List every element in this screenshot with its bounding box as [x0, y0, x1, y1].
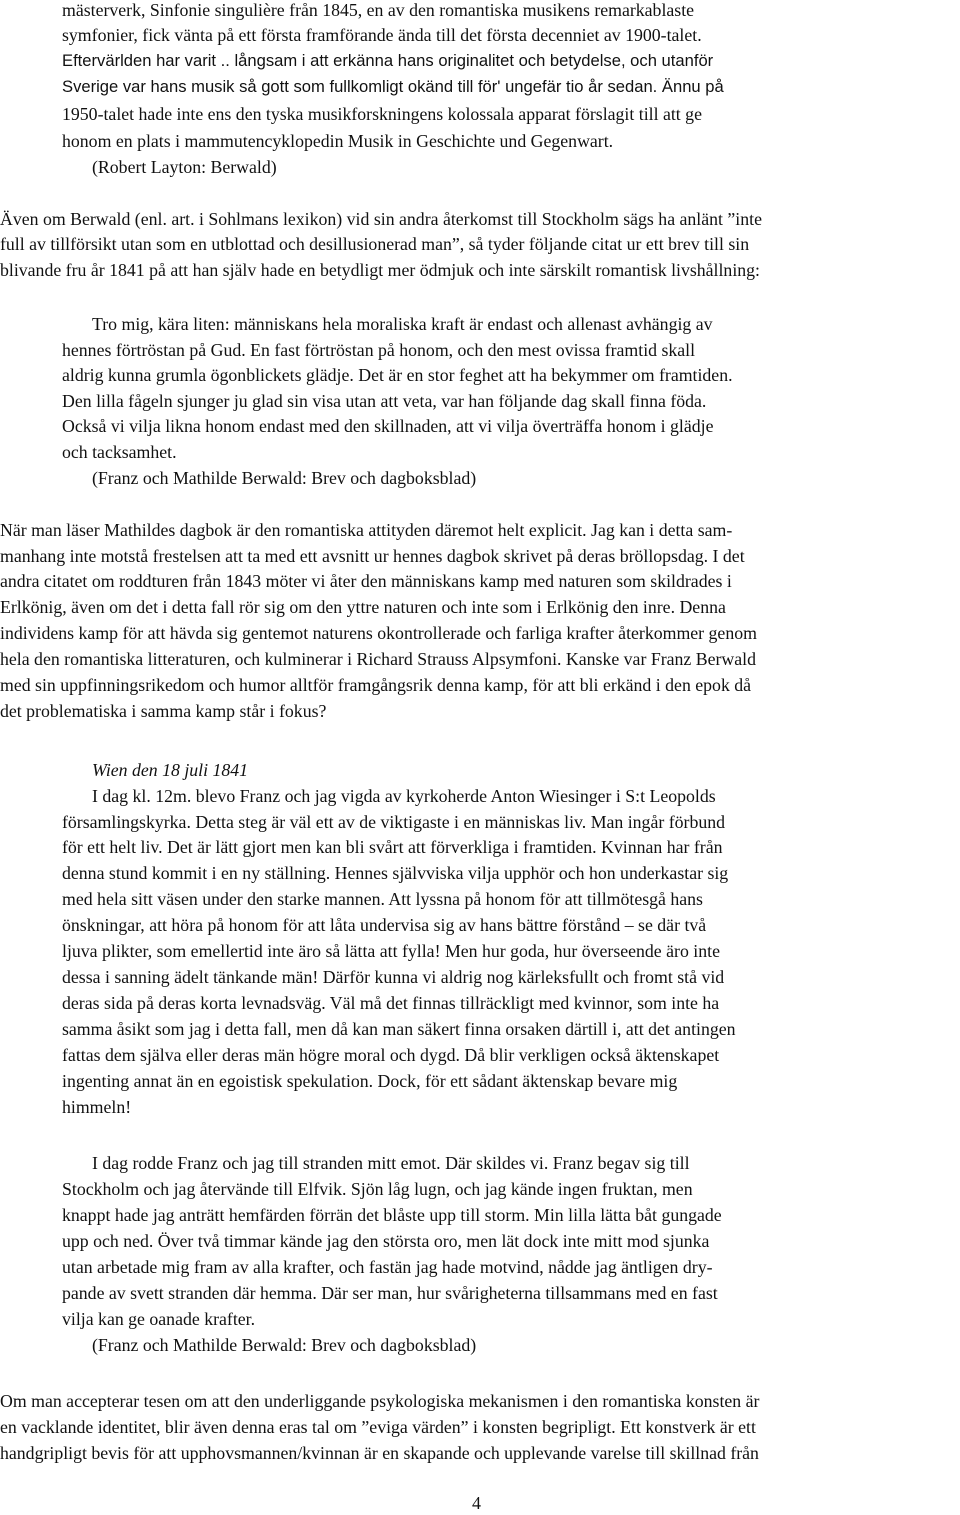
diary-line: deras sida på deras korta levnadsväg. Väl må det finnas tillräckligt med kvinnor, som inte ha — [62, 993, 720, 1013]
paragraph-line: När man läser Mathildes dagbok är den romantiska attityden däremot helt explicit. Jag kan i detta sam- — [0, 520, 733, 540]
paragraph-line: Om man accepterar tesen om att den underliggande psykologiska mekanismen i den romantiska konsten är — [0, 1391, 760, 1411]
quote-line: Tro mig, kära liten: människans hela moraliska kraft är endast och allenast avhängig av — [92, 314, 713, 334]
diary-heading: Wien den 18 juli 1841 — [92, 760, 249, 780]
paragraph-line: andra citatet om roddturen från 1843 möter vi åter den människans kamp med naturen som skildrades i — [0, 571, 732, 591]
diary-line: församlingskyrka. Detta steg är väl ett av de viktigaste i en människas liv. Man ingår förbund — [62, 812, 726, 832]
diary-line: fattas dem själva eller deras män högre moral och dygd. Då blir verkligen också äktenskapet — [62, 1045, 720, 1065]
intro-line: symfonier, fick vänta på ett första framförande ända till det första decenniet av 1900-talet. — [62, 25, 702, 45]
paragraph-line: blivande fru år 1841 på att han själv hade en betydligt mer ödmjuk och inte särskilt romantisk livshållning: — [0, 260, 760, 280]
diary-line: utan arbetade mig fram av alla krafter, och fastän jag hade motvind, nådde jag äntligen dry- — [62, 1257, 713, 1277]
diary-line: för ett helt liv. Det är lätt gjort men kan bli svårt att förverkliga i framtiden. Kvinnan har från — [62, 837, 723, 857]
paragraph-line: det problematiska i samma kamp står i fokus? — [0, 701, 327, 721]
paragraph-line: hela den romantiska litteraturen, och kulminerar i Richard Strauss Alpsymfoni. Kanske var Franz Berwald — [0, 649, 756, 669]
diary-line: knappt hade jag anträtt hemfärden förrän det blåste upp till storm. Min lilla lätta båt gungade — [62, 1205, 722, 1225]
diary-line: Stockholm och jag återvände till Elfvik. Sjön låg lugn, och jag kände ingen fruktan, men — [62, 1179, 693, 1199]
paragraph-line: manhang inte motstå frestelsen att ta med ett avsnitt ur hennes dagbok skrivet på deras bröllopsdag. I det — [0, 546, 745, 566]
intro-line: honom en plats i mammutencyklopedin Musik in Geschichte und Gegenwart. — [62, 131, 614, 151]
paragraph-line: Även om Berwald (enl. art. i Sohlmans lexikon) vid sin andra återkomst till Stockholm sägs ha anlänt ”inte — [0, 209, 762, 229]
quote-line: och tacksamhet. — [62, 442, 177, 462]
paragraph-line: en vacklande identitet, blir även denna eras tal om ”eviga värden” i konsten begripligt. Ett konstverk är ett — [0, 1417, 756, 1437]
diary-line: ingenting annat än en egoistisk spekulation. Dock, för ett sådant äktenskap bevare mig — [62, 1071, 678, 1091]
diary-line: samma åsikt som jag i detta fall, men då kan man säkert finna orsaken därtill i, att det antingen — [62, 1019, 736, 1039]
quote-line: aldrig kunna grumla ögonblickets glädje. Det är en stor feghet att ha bekymmer om framtiden. — [62, 365, 733, 385]
paragraph-line: med sin uppfinningsrikedom och humor alltför framgångsrik denna kamp, för att bli erkänd i den epok då — [0, 675, 752, 695]
diary-line: dessa i sanning ädelt tänkande män! Därför kunna vi aldrig nog kärleksfullt och fromt stå vid — [62, 967, 725, 987]
intro-line: Sverige var hans musik så gott som fullkomligt okänd till för' ungefär tio år sedan. Ännu på — [62, 77, 724, 96]
page-number: 4 — [472, 1493, 481, 1513]
paragraph-line: Erlkönig, även om det i detta fall rör sig om den yttre naturen och inte som i Erlkönig den inre. Denna — [0, 597, 726, 617]
diary-source: (Franz och Mathilde Berwald: Brev och dagboksblad) — [92, 1335, 477, 1355]
intro-line: mästerverk, Sinfonie singulière från 1845, en av den romantiska musikens remarkablaste — [62, 0, 695, 20]
diary-line: I dag kl. 12m. blevo Franz och jag vigda av kyrkoherde Anton Wiesinger i S:t Leopolds — [92, 786, 716, 806]
quote-line: Den lilla fågeln sjunger ju glad sin visa utan att veta, var han följande dag skall finna föda. — [62, 391, 707, 411]
intro-source: (Robert Layton: Berwald) — [92, 157, 277, 177]
intro-line: Eftervärlden har varit .. långsam i att erkänna hans originalitet och betydelse, och utanför — [62, 51, 714, 70]
quote-source: (Franz och Mathilde Berwald: Brev och dagboksblad) — [92, 468, 477, 488]
diary-line: upp och ned. Över två timmar kände jag den största oro, men lät dock inte mitt mod sjunka — [62, 1231, 710, 1251]
diary-line: denna stund kommit i en ny ställning. Hennes självviska vilja upphör och hon underkastar sig — [62, 863, 729, 883]
diary-line: ljuva plikter, som emellertid inte äro så lätta att fylla! Men hur goda, hur överseende äro inte — [62, 941, 720, 961]
diary-line: vilja kan ge oanade krafter. — [62, 1309, 256, 1329]
intro-line: 1950-talet hade inte ens den tyska musikforskningens kolossala apparat förslagit till att ge — [62, 104, 702, 124]
diary-line: önskningar, att höra på honom för att låta undervisa sig av hans bättre förstånd – se där två — [62, 915, 707, 935]
paragraph-line: handgripligt bevis för att upphovsmannen/kvinnan är en skapande och upplevande varelse till skillnad från — [0, 1443, 759, 1463]
diary-line: himmeln! — [62, 1097, 132, 1117]
diary-line: pande av svett stranden där hemma. Där ser man, hur svårigheterna tillsammans med en fast — [62, 1283, 718, 1303]
quote-line: hennes förtröstan på Gud. En fast förtröstan på honom, och den mest ovissa framtid skall — [62, 340, 696, 360]
diary-line: I dag rodde Franz och jag till stranden mitt emot. Där skildes vi. Franz begav sig till — [92, 1153, 690, 1173]
paragraph-line: full av tillförsikt utan som en utblottad och desillusionerad man”, så tyder följande citat ur ett brev till sin — [0, 234, 750, 254]
quote-line: Också vi vilja likna honom endast med den skillnaden, att vi vilja överträffa honom i glädje — [62, 416, 714, 436]
diary-line: med hela sitt väsen under den starke mannen. Att lyssna på honom för att tillmötesgå hans — [62, 889, 703, 909]
paragraph-line: individens kamp för att hävda sig gentemot naturens okontrollerade och farliga krafter återkommer genom — [0, 623, 757, 643]
